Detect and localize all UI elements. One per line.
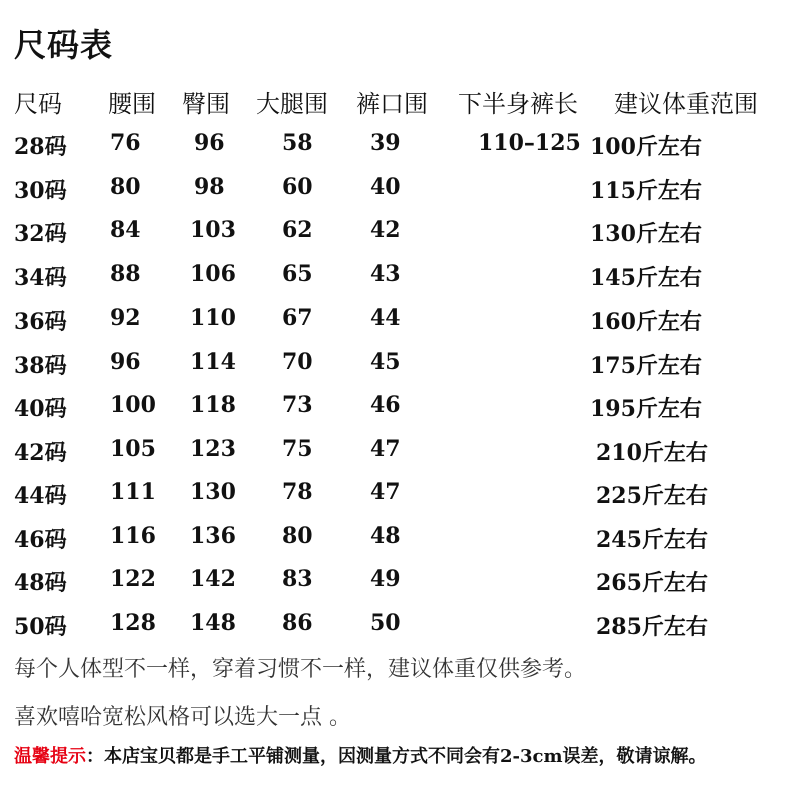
cell-thigh: 62 [282, 217, 313, 243]
cell-hem: 47 [370, 479, 401, 505]
table-row [0, 523, 800, 563]
cell-size: 44码 [14, 483, 67, 509]
cell-waist: 105 [110, 436, 156, 462]
cell-thigh: 58 [282, 130, 313, 156]
cell-waist: 80 [110, 174, 141, 200]
cell-thigh: 73 [282, 392, 313, 418]
cell-thigh: 83 [282, 566, 313, 592]
cell-size: 34码 [14, 265, 67, 291]
cell-length: 110–125 [478, 130, 581, 156]
cell-waist: 92 [110, 305, 141, 331]
cell-size: 48码 [14, 570, 67, 596]
cell-hip: 114 [190, 349, 236, 375]
cell-weight: 130斤左右 [590, 221, 702, 247]
cell-weight: 195斤左右 [590, 396, 702, 422]
cell-hem: 45 [370, 349, 401, 375]
cell-waist: 88 [110, 261, 141, 287]
style-note: 喜欢嘻哈宽松风格可以选大一点 。 [14, 705, 351, 730]
header-weight: 建议体重范围 [614, 90, 758, 118]
header-hem: 裤口围 [356, 90, 428, 118]
cell-hip: 118 [190, 392, 236, 418]
tip-text: ：本店宝贝都是手工平铺测量，因测量方式不同会有2-3cm误差，敬请谅解。 [86, 746, 707, 767]
cell-hem: 48 [370, 523, 401, 549]
cell-waist: 96 [110, 349, 141, 375]
cell-weight: 245斤左右 [596, 527, 708, 553]
cell-hem: 46 [370, 392, 401, 418]
cell-hip: 96 [194, 130, 225, 156]
table-row [0, 349, 800, 389]
cell-hip: 98 [194, 174, 225, 200]
cell-hip: 110 [190, 305, 236, 331]
tip-label: 温馨提示 [14, 746, 86, 767]
header-waist: 腰围 [108, 90, 156, 118]
cell-size: 28码 [14, 134, 67, 160]
cell-waist: 84 [110, 217, 141, 243]
table-row [0, 130, 800, 170]
table-row [0, 305, 800, 345]
cell-waist: 116 [110, 523, 156, 549]
cell-size: 40码 [14, 396, 67, 422]
header-length: 下半身裤长 [458, 90, 578, 118]
cell-weight: 210斤左右 [596, 440, 708, 466]
cell-hip: 123 [190, 436, 236, 462]
cell-size: 50码 [14, 614, 67, 640]
cell-weight: 145斤左右 [590, 265, 702, 291]
cell-thigh: 70 [282, 349, 313, 375]
body-type-note: 每个人体型不一样，穿着习惯不一样，建议体重仅供参考。 [14, 657, 587, 682]
cell-weight: 225斤左右 [596, 483, 708, 509]
cell-hem: 49 [370, 566, 401, 592]
cell-weight: 100斤左右 [590, 134, 702, 160]
cell-waist: 128 [110, 610, 156, 636]
warm-tip [14, 742, 707, 768]
cell-hip: 136 [190, 523, 236, 549]
table-row [0, 610, 800, 650]
cell-thigh: 78 [282, 479, 313, 505]
cell-size: 42码 [14, 440, 67, 466]
cell-waist: 111 [110, 479, 156, 505]
cell-size: 30码 [14, 178, 67, 204]
header-thigh: 大腿围 [256, 90, 328, 118]
cell-waist: 100 [110, 392, 156, 418]
cell-thigh: 75 [282, 436, 313, 462]
cell-thigh: 86 [282, 610, 313, 636]
cell-hip: 142 [190, 566, 236, 592]
cell-hem: 40 [370, 174, 401, 200]
cell-waist: 76 [110, 130, 141, 156]
cell-hem: 47 [370, 436, 401, 462]
cell-waist: 122 [110, 566, 156, 592]
header-hip: 臀围 [182, 90, 230, 118]
cell-hem: 44 [370, 305, 401, 331]
cell-size: 36码 [14, 309, 67, 335]
cell-weight: 115斤左右 [590, 178, 702, 204]
cell-hip: 106 [190, 261, 236, 287]
cell-hem: 50 [370, 610, 401, 636]
header-size: 尺码 [14, 90, 62, 118]
cell-hem: 42 [370, 217, 401, 243]
table-row [0, 479, 800, 519]
table-row [0, 436, 800, 476]
page-title: 尺码表 [14, 26, 114, 64]
cell-hem: 39 [370, 130, 401, 156]
cell-hip: 103 [190, 217, 236, 243]
cell-thigh: 67 [282, 305, 313, 331]
cell-weight: 160斤左右 [590, 309, 702, 335]
cell-size: 46码 [14, 527, 67, 553]
cell-hem: 43 [370, 261, 401, 287]
table-row [0, 174, 800, 214]
cell-size: 38码 [14, 353, 67, 379]
table-row [0, 261, 800, 301]
cell-thigh: 65 [282, 261, 313, 287]
cell-thigh: 60 [282, 174, 313, 200]
table-row [0, 392, 800, 432]
cell-weight: 285斤左右 [596, 614, 708, 640]
table-header [0, 84, 800, 118]
table-row [0, 217, 800, 257]
cell-weight: 175斤左右 [590, 353, 702, 379]
cell-weight: 265斤左右 [596, 570, 708, 596]
table-row [0, 566, 800, 606]
cell-thigh: 80 [282, 523, 313, 549]
cell-size: 32码 [14, 221, 67, 247]
cell-hip: 148 [190, 610, 236, 636]
cell-hip: 130 [190, 479, 236, 505]
